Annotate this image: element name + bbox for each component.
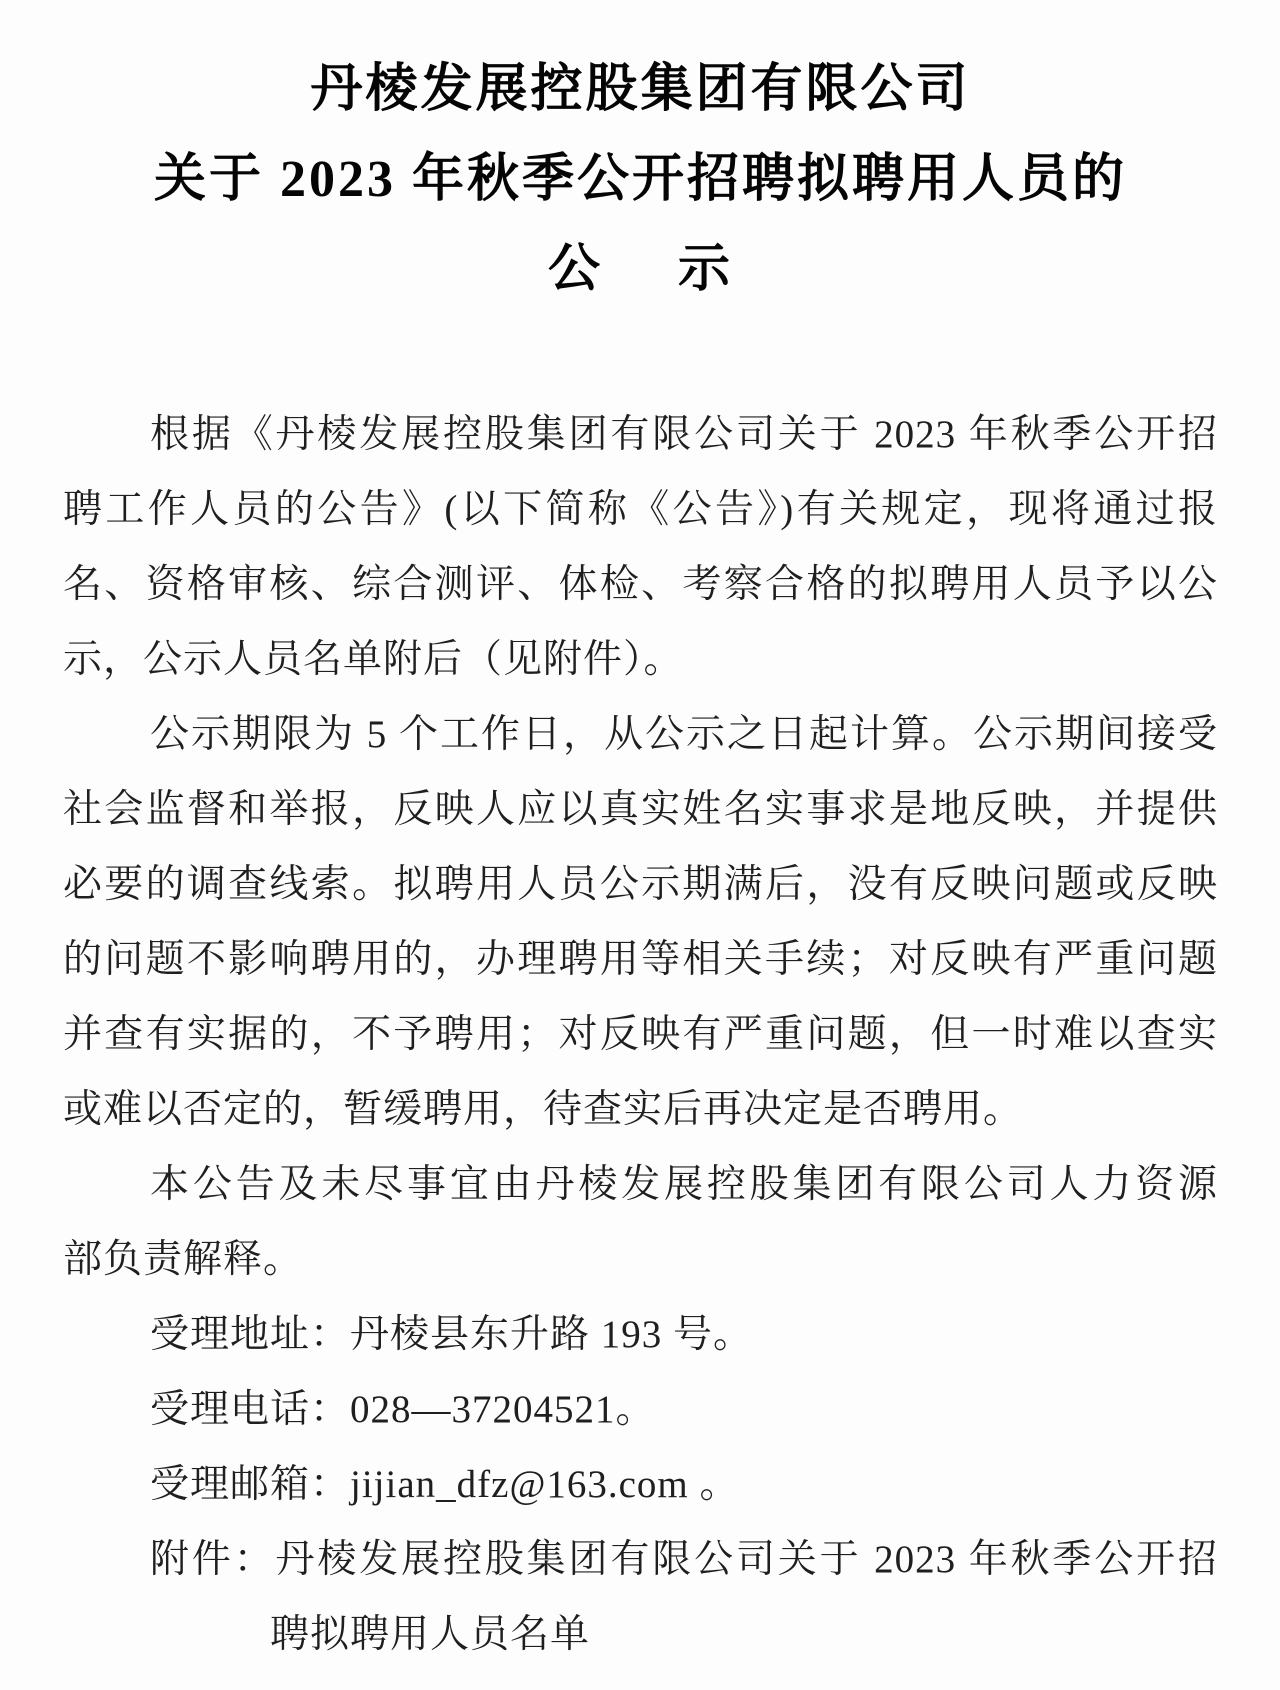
document-title [63,45,1218,315]
para-address [63,1297,1218,1372]
para-interpretation [63,1147,1218,1297]
text-line: 示，公示人员名单附后（见附件）。 [63,638,684,681]
text-line: 公示期限为 5 个工作日，从公示之日起计算。公示期间接受 [150,713,1218,756]
text-line: 聘拟聘用人员名单 [270,1613,591,1656]
title-line-subject: 关于 2023 年秋季公开招聘拟聘用人员的 [153,151,1127,208]
title-line-gongshi [63,225,1218,315]
text-line: 本公告及未尽事宜由丹棱发展控股集团有限公司人力资源 [150,1163,1218,1206]
title-line-company: 丹棱发展控股集团有限公司 [310,61,971,118]
text-line: 受理邮箱：jijian_dfz@163.com 。 [150,1463,740,1506]
text-line: 受理地址：丹棱县东升路 193 号。 [150,1313,754,1356]
para-attachment [63,1522,1218,1672]
text-line: 名、资格审核、综合测评、体检、考察合格的拟聘用人员予以公 [63,563,1218,606]
para-email [63,1447,1218,1522]
text-line: 或难以否定的，暂缓聘用，待查实后再决定是否聘用。 [63,1088,1024,1131]
text-line: 的问题不影响聘用的，办理聘用等相关手续；对反映有严重问题 [63,938,1218,981]
para-publicity-period [63,697,1218,1147]
para-intro [63,397,1218,697]
text-line: 必要的调查线索。拟聘用人员公示期满后，没有反映问题或反映 [63,863,1218,906]
title-char-gong: 公 [547,241,603,298]
text-line: 并查有实据的，不予聘用；对反映有严重问题，但一时难以查实 [63,1013,1218,1056]
text-line: 聘工作人员的公告》(以下简称《公告》)有关规定，现将通过报 [63,488,1218,531]
text-line: 受理电话：028—37204521。 [150,1388,656,1431]
text-line: 附件：丹棱发展控股集团有限公司关于 2023 年秋季公开招 [150,1538,1218,1581]
text-line: 根据《丹棱发展控股集团有限公司关于 2023 年秋季公开招 [150,413,1218,456]
title-char-shi: 示 [678,241,734,298]
para-phone [63,1372,1218,1447]
document-body [63,397,1218,1672]
text-line: 部负责解释。 [63,1238,304,1281]
text-line: 社会监督和举报，反映人应以真实姓名实事求是地反映，并提供 [63,788,1218,831]
